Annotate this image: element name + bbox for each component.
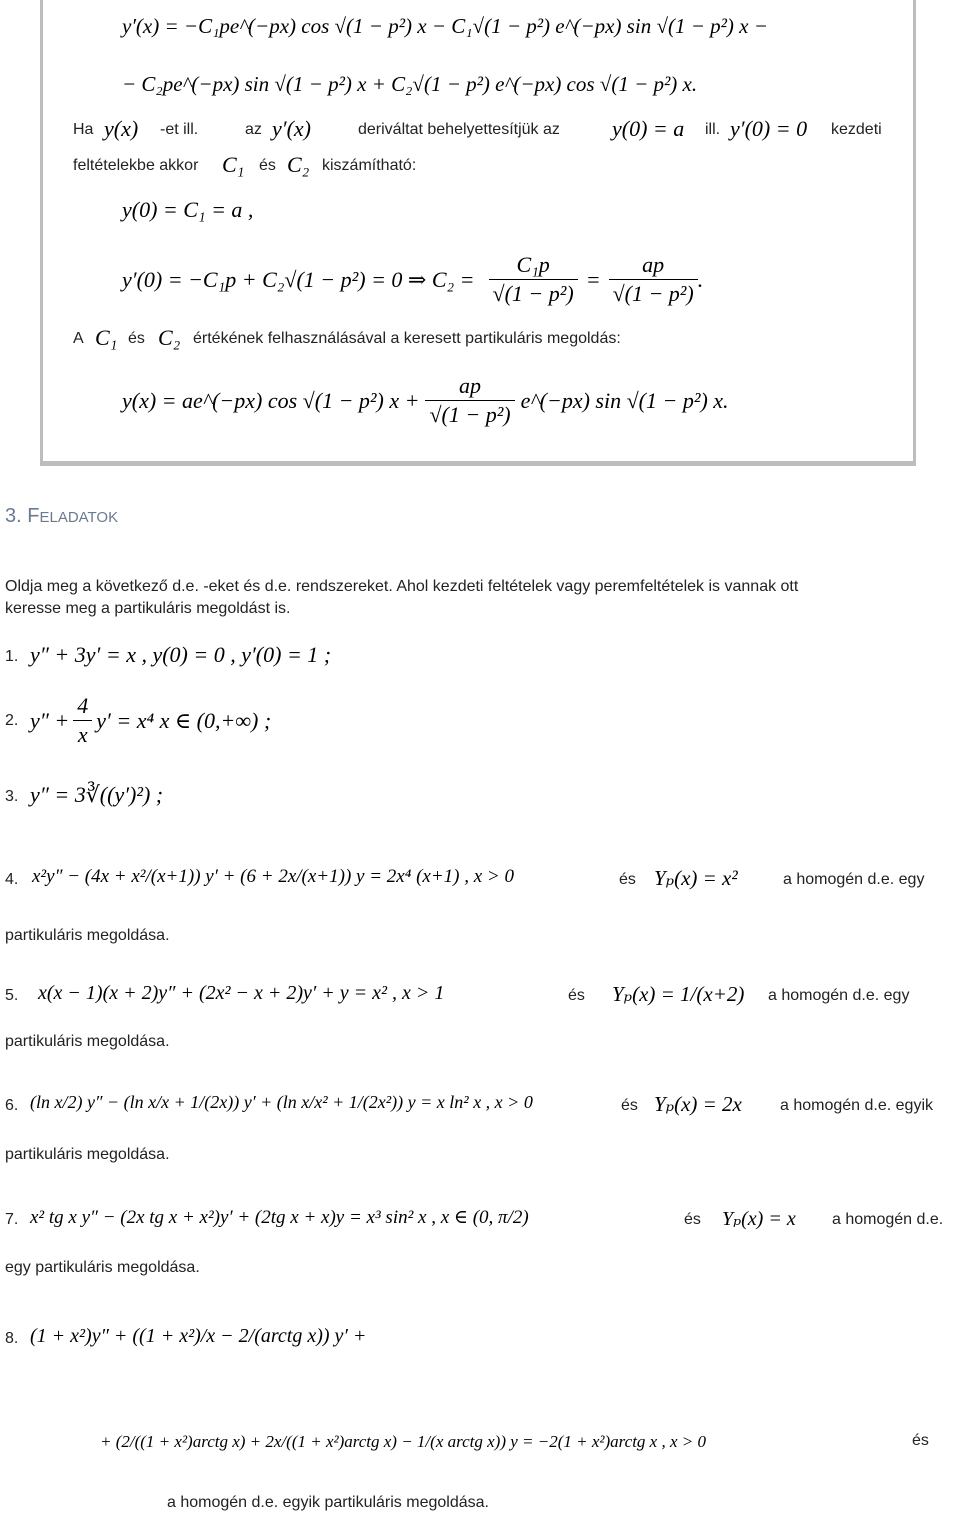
text-ertekenek: értékének felhasználásával a keresett partikuláris megoldás: [193,330,621,347]
equation-c2-left: y′(0) = −C₁p + C₂√(1 − p²) = 0 ⇒ C₂ = [122,266,475,292]
item-8-equation-line2: + (2/((1 + x²)arctg x) + 2x/((1 + x²)arctg x) − 1/(x arctg x)) y = −2(1 + x²)arctg x , x > 0 [100,1432,706,1451]
intro-line-1: Oldja meg a következő d.e. -eket és d.e. rendszereket. Ahol kezdeti feltételek vagy peremfeltételek is vannak ott [5,578,799,595]
item-8-equation-line1: (1 + x²)y″ + ((1 + x²)/x − 2/(arctg x)) y′ + [30,1325,367,1347]
math-c1: C₁ [95,325,118,350]
item-6-yp: Yₚ(x) = 2x [654,1092,742,1116]
item-5-tail: a homogén d.e. egy [768,987,910,1004]
item-5-line2: partikuláris megoldása. [5,1033,170,1050]
fraction-denominator: √(1 − p²) [609,279,698,308]
equation-c2 [122,251,703,308]
item-6-equation: (ln x/2) y″ − (ln x/x + 1/(2x)) y′ + (ln x/x² + 1/(2x²)) y = x ln² x , x > 0 [30,1092,533,1112]
section-title-rest: ELADATOK [39,509,119,526]
text-a: A [73,330,84,347]
item-5-yp: Yₚ(x) = 1/(x+2) [612,982,745,1006]
equation-solution [122,372,729,429]
text-ha: Ha [73,121,94,138]
math-c2: C₂ [158,325,181,350]
text-et-ill: -et ill. [160,121,199,138]
fraction-numerator: 4 [77,693,89,718]
item-7-line2: egy partikuláris megoldása. [5,1259,200,1276]
intro-line-2: keresse meg a partikuláris megoldást is. [5,600,291,617]
item-4-yp: Yₚ(x) = x² [654,866,738,890]
item-8-es: és [912,1432,929,1449]
item-4-equation: x²y″ − (4x + x²/(x+1)) y′ + (6 + 2x/(x+1)) y = 2x⁴ (x+1) , x > 0 [32,866,514,887]
item-2-right: y′ = x⁴ x ∈ (0,+∞) ; [96,707,272,733]
fraction-denominator: √(1 − p²) [489,279,578,308]
item-8-line3: a homogén d.e. egyik partikuláris megoldása. [167,1494,489,1511]
item-5-number: 5. [5,987,19,1004]
math-yprime-x: y′(x) [272,116,311,141]
item-2-number: 2. [5,712,19,729]
equals-sign: = [585,266,601,292]
fraction-numerator: C₁p [516,252,550,277]
item-4-tail: a homogén d.e. egy [783,871,925,888]
item-8-number: 8. [5,1330,19,1347]
fraction-numerator: ap [459,373,482,398]
text-kiszamithato: kiszámítható: [322,157,417,174]
item-5-es: és [568,987,585,1004]
text-es: és [259,157,276,174]
item-4-line2: partikuláris megoldása. [5,927,170,944]
math-c2: C₂ [287,152,310,177]
item-4-number: 4. [5,871,19,888]
item-6-number: 6. [5,1097,19,1114]
text-kezdeti: kezdeti [831,121,882,138]
text-feltetelekbe: feltételekbe akkor [73,157,199,174]
item-3-equation: y″ = 3∛((y′)²) ; [30,782,164,807]
text-es: és [128,330,145,347]
equation-derivative-line1: y′(x) = −C₁pe^(−px) cos √(1 − p²) x − C₁√(1 − p²) e^(−px) sin √(1 − p²) x − [122,14,768,38]
item-7-number: 7. [5,1211,19,1228]
item-3-number: 3. [5,788,19,805]
item-6-es: és [621,1097,638,1114]
math-yx: y(x) [104,116,139,141]
item-2-equation [30,692,271,749]
fraction-denominator: x [73,720,92,749]
item-7-tail: a homogén d.e. [832,1211,944,1228]
fraction-ap [425,372,514,429]
fraction-4-over-x [73,692,92,749]
fraction-numerator: ap [642,252,665,277]
equation-c1: y(0) = C₁ = a , [122,197,254,222]
section-title-initial: F [27,505,40,527]
item-5-equation: x(x − 1)(x + 2)y″ + (2x² − x + 2)y′ + y = x² , x > 1 [38,982,445,1004]
equation-solution-left: y(x) = ae^(−px) cos √(1 − p²) x + [122,387,420,413]
section-heading [5,505,118,528]
item-2-left: y″ + [30,707,70,733]
equation-solution-right: e^(−px) sin √(1 − p²) x. [520,387,729,413]
text-az: az [245,121,262,138]
item-7-equation: x² tg x y″ − (2x tg x + x²)y′ + (2tg x + x)y = x³ sin² x , x ∈ (0, π/2) [30,1207,529,1228]
period: . [697,266,704,292]
item-6-tail: a homogén d.e. egyik [780,1097,933,1114]
item-7-yp: Yₚ(x) = x [722,1208,796,1230]
item-6-line2: partikuláris megoldása. [5,1146,170,1163]
text-derivaltat: deriváltat behelyettesítjük az [358,121,560,138]
equation-derivative-line2: − C₂pe^(−px) sin √(1 − p²) x + C₂√(1 − p²) e^(−px) cos √(1 − p²) x. [122,72,698,96]
math-yprime0: y′(0) = 0 [730,116,808,141]
text-ill: ill. [705,121,721,138]
item-1-number: 1. [5,648,19,665]
item-4-es: és [619,871,636,888]
fraction-denominator: √(1 − p²) [425,400,514,429]
math-y0-a: y(0) = a [612,116,685,141]
fraction-c1p [489,251,578,308]
math-c1: C₁ [222,152,245,177]
fraction-ap [609,251,698,308]
item-7-es: és [684,1211,701,1228]
item-1-equation: y″ + 3y′ = x , y(0) = 0 , y′(0) = 1 ; [30,642,332,667]
section-number: 3. [5,505,22,527]
